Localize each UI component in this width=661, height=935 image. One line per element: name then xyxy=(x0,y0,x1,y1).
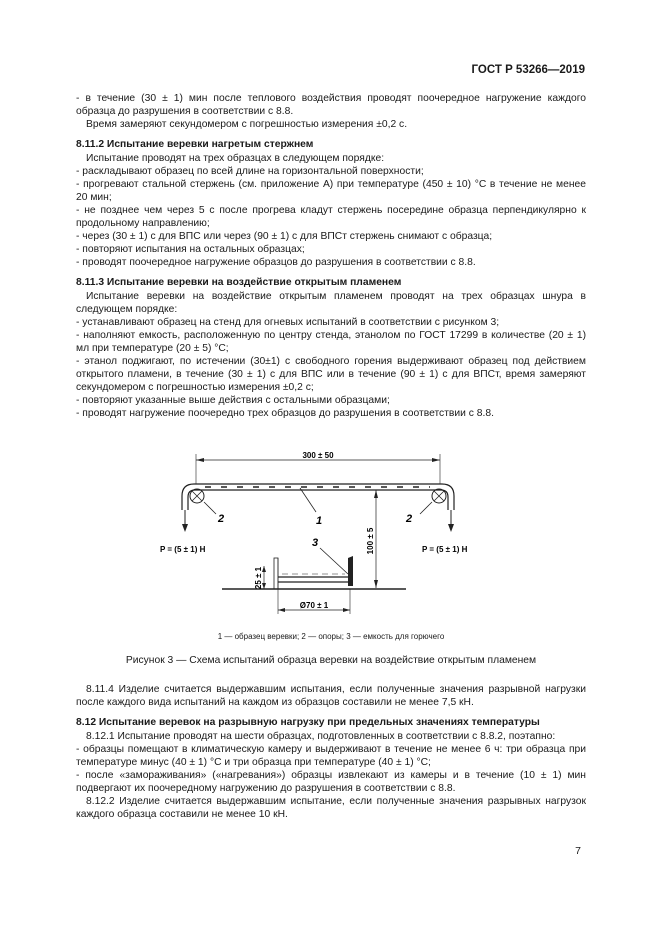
list-item: - после «замораживания» («нагревания») образцы извлекают из камеры и в течение (10 ± 1) мин подвергают их поочередному нагружению до разрушения в соответствии с 8.8. xyxy=(76,770,586,794)
paragraph-8-12-1: 8.12.1 Испытание проводят на шести образцах, подготовленных в соответствии с 8.8.2, поэтапно: xyxy=(86,731,556,742)
figure-3 xyxy=(160,448,500,628)
paragraph-8-12-2: 8.12.2 Изделие считается выдержавшим испытание, если полученные значения разрывных нагрузок каждого образца составили не менее 10 кН. xyxy=(76,796,586,820)
label-support-right: 2 xyxy=(406,513,413,525)
force-right: P = (5 ± 1) Н xyxy=(422,545,468,554)
test-scheme-diagram xyxy=(160,448,500,628)
list-item: - устанавливают образец на стенд для огневых испытаний в соответствии с рисунком 3; xyxy=(76,317,500,328)
list-item: - прогревают стальной стержень (см. приложение А) при температуре (450 ± 10) °С в течение не менее 20 мин; xyxy=(76,179,586,203)
list-item: - повторяют указанные выше действия с остальными образцами; xyxy=(76,395,390,406)
main-text xyxy=(76,92,586,420)
force-left: P = (5 ± 1) Н xyxy=(160,545,206,554)
figure-caption: Рисунок 3 — Схема испытаний образца веревки на воздействие открытым пламенем xyxy=(125,655,537,666)
list-item: - образцы помещают в климатическую камеру и выдерживают в течение не менее 6 ч: три образца при температуре минус (40 ± 1) °С и три образца при температуре (40 ± 1) °С; xyxy=(76,744,586,768)
list-item: - этанол поджигают, по истечении (30±1) с свободного горения выдерживают образец под действием открытого пламени, в течение (30 ± 1) с для ВПС или в течение (90 ± 1) с для ВПСт, время замеряют секундомером с погрешностью измерения ±0,2 с; xyxy=(76,356,586,393)
section-heading-8-12: 8.12 Испытание веревок на разрывную нагрузку при предельных значениях температуры xyxy=(76,717,540,728)
dimension-depth: 25 ± 1 xyxy=(254,566,263,590)
dimension-height: 100 ± 5 xyxy=(366,527,375,555)
paragraph: Испытание проводят на трех образцах в следующем порядке: xyxy=(86,153,385,164)
section-heading-8-11-3: 8.11.3 Испытание веревки на воздействие открытым пламенем xyxy=(76,277,402,288)
list-item: - повторяют испытания на остальных образцах; xyxy=(76,244,305,255)
list-item: - через (30 ± 1) с для ВПС или через (90 ± 1) с для ВПСт стержень снимают с образца; xyxy=(76,231,493,242)
list-item: - проводят поочередное нагружение образцов до разрушения в соответствии с 8.8. xyxy=(76,257,476,268)
paragraph: Время замеряют секундомером с погрешностью измерения ±0,2 с. xyxy=(86,119,408,130)
page-number: 7 xyxy=(575,845,581,857)
dimension-length: 300 ± 50 xyxy=(302,451,334,460)
list-item: - проводят нагружение поочередно трех образцов до разрушения в соответствии с 8.8. xyxy=(76,408,494,419)
label-container: 3 xyxy=(312,537,319,549)
list-item: - наполняют емкость, расположенную по центру стенда, этанолом по ГОСТ 17299 в количестве (20 ± 1) мл при температуре (20 ± 5) °С; xyxy=(76,330,586,354)
document-number: ГОСТ Р 53266—2019 xyxy=(471,64,585,76)
figure-legend: 1 — образец веревки; 2 — опоры; 3 — емкость для горючего xyxy=(217,632,445,641)
label-support-left: 2 xyxy=(218,513,225,525)
label-rope: 1 xyxy=(316,515,323,527)
paragraph-8-11-4: 8.11.4 Изделие считается выдержавшим испытания, если полученные значения разрывной нагрузки после каждого вида испытаний на каждом из образцов составили не менее 7,5 кН. xyxy=(76,684,586,708)
section-heading-8-11-2: 8.11.2 Испытание веревки нагретым стержнем xyxy=(76,139,314,150)
dimension-diameter: Ø70 ± 1 xyxy=(299,601,329,610)
paragraph: - в течение (30 ± 1) мин после теплового воздействия проводят поочередное нагружение каждого образца до разрушения в соответствии с 8.8. xyxy=(76,93,586,117)
paragraph: Испытание веревки на воздействие открытым пламенем проводят на трех образцах шнура в следующем порядке: xyxy=(76,291,586,315)
list-item: - не позднее чем через 5 с после прогрева кладут стержень посередине образца перпендикулярно к продольному направлению; xyxy=(76,205,586,229)
list-item: - раскладывают образец по всей длине на горизонтальной поверхности; xyxy=(76,166,424,177)
bottom-text xyxy=(76,683,586,821)
